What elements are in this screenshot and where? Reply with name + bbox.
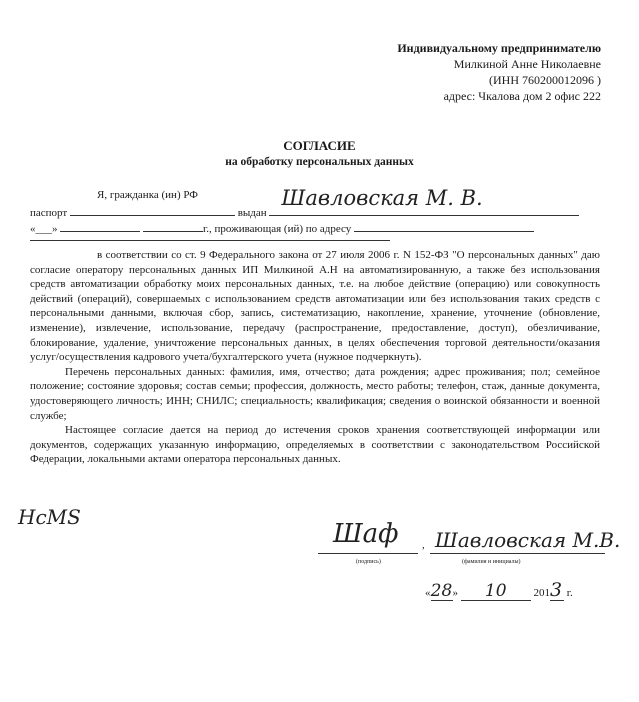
signature-field[interactable]	[318, 519, 418, 554]
passport-label: паспорт	[30, 207, 68, 219]
signature-caption: (подпись)	[356, 559, 381, 565]
document-title: СОГЛАСИЕ	[283, 138, 356, 153]
date-address-line	[30, 219, 534, 237]
margin-note: НсМS	[18, 505, 81, 529]
passport-field[interactable]	[70, 203, 235, 216]
document-subtitle: на обработку персональных данных	[225, 156, 414, 168]
period-paragraph: Настоящее согласие дается на период до истечения сроков хранения соответствующей информации или документов, содержащих указанную информацию, определяемых в соответствии с законодательством Российской Федерации, локальными актами оператора персональных данных.	[30, 424, 600, 466]
name-handwriting: Шавловская М.В.	[435, 528, 621, 552]
name-caption: (фамилия и инициалы)	[462, 559, 521, 565]
year-field[interactable]	[143, 219, 203, 232]
recipient-block	[397, 40, 601, 104]
issued-handwriting: Шавловская М. В.	[281, 186, 483, 210]
document-title-block	[0, 138, 639, 170]
month-field-filled[interactable]: 10	[461, 584, 531, 601]
consent-paragraph: в соответствии со ст. 9 Федерального закона от 27 июля 2006 г. N 152-ФЗ "О персональных данных" даю согласие оператору персональных данных ИП Милкиной А.Н на автоматизированную, а также без использования средств автоматизации обработку моих персональных данных, т.е. на любое действие (операцию) или совокупность действий (операций), совершаемых с использованием средств автоматизации или без использования таких средств с персональными данными, включая сбор, запись, систематизацию, накопление, хранение, уточнение (обновление, изменение), извлечение, использование, передачу (распространение, предоставление, доступ), обезличивание, блокирование, удаление, уничтожение персональных данных, в целях обеспечения торговой деятельности/оказания услуг/осуществления кадрового учета/бухгалтерского учета (нужное подчеркнуть).	[30, 249, 600, 364]
recipient-inn: (ИНН 760200012096 )	[489, 73, 601, 87]
year-suffix: г.	[566, 587, 573, 599]
recipient-name: Милкиной Анне Николаевне	[453, 57, 601, 71]
address-label: г., проживающая (ий) по адресу	[203, 223, 352, 235]
address-field-continued[interactable]	[30, 240, 390, 241]
year-digit-field[interactable]: 3	[550, 579, 563, 601]
date-quote: «___»	[30, 223, 58, 235]
month-field[interactable]	[60, 219, 140, 232]
issued-label: выдан	[237, 207, 267, 219]
comma: ,	[422, 539, 425, 551]
year-prefix: 201	[533, 587, 550, 599]
signature-mark: Шаф	[333, 519, 399, 549]
consent-body	[30, 248, 600, 467]
intro-line: Я, гражданка (ин) РФ	[97, 189, 198, 201]
issued-field[interactable]	[269, 186, 579, 216]
name-field[interactable]	[430, 525, 621, 554]
data-list-paragraph: Перечень персональных данных: фамилия, имя, отчество; дата рождения; адрес проживания; пол; семейное положение; состояние здоровья; состав семьи; профессия, должность, место работы; телефон, стаж, данные документа, удостоверяющего личность; ИНН; СНИЛС; специальность; квалификация; сведения о воинской обязанности и военной службе;	[30, 365, 600, 422]
day-field[interactable]: 28	[430, 581, 453, 601]
address-field[interactable]	[354, 219, 534, 232]
recipient-title: Индивидуальному предпринимателю	[397, 41, 601, 55]
recipient-address: адрес: Чкалова дом 2 офис 222	[443, 89, 601, 103]
date-line: «28» 10 2013 г.	[425, 579, 573, 601]
